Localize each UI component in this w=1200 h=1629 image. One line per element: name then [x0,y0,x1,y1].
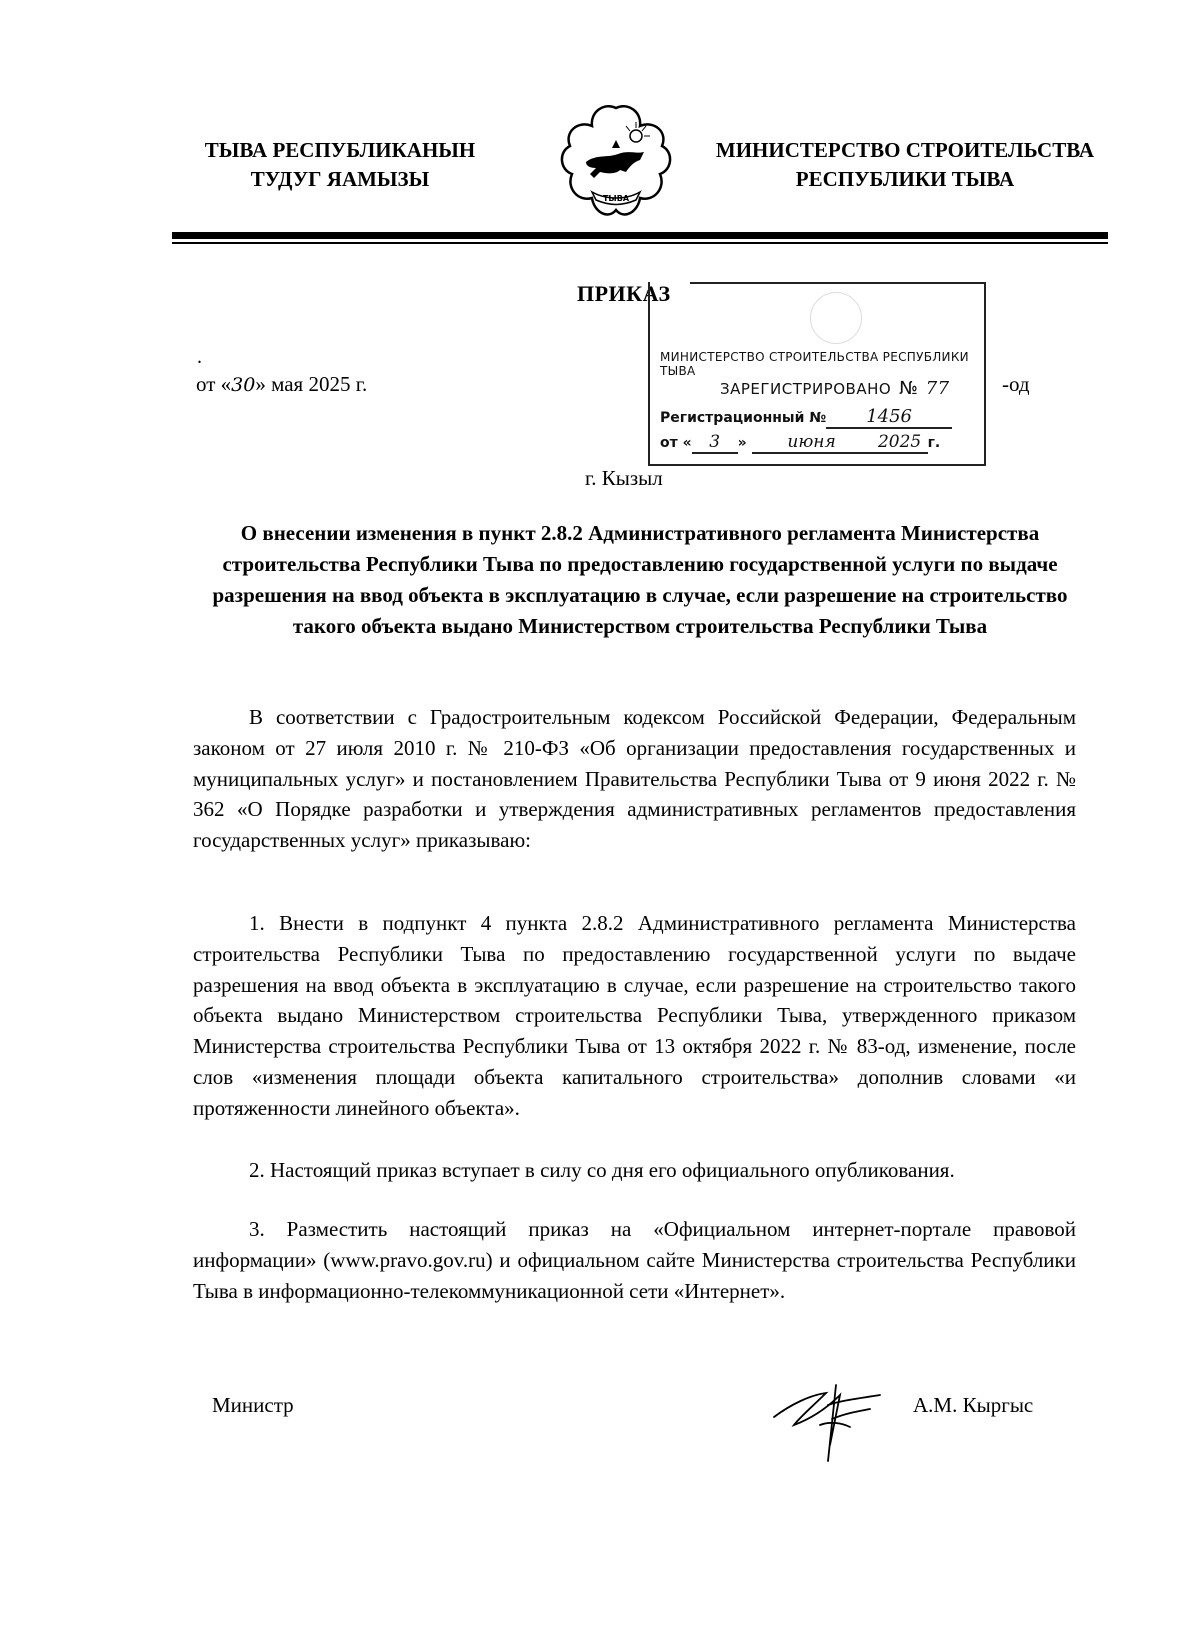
order-heading: ПРИКАЗ [577,281,671,306]
stamp-date-month: июня [752,432,872,454]
signatory-name: А.М. Кыргыс [913,1393,1034,1417]
header-right-line-2: РЕСПУБЛИКИ ТЫВА [795,167,1015,191]
stamp-date-year [872,432,928,454]
stray-dot: . [197,346,202,368]
stamp-date-year-prefix: 20 [877,432,900,452]
order-item-1: 1. Внести в подпункт 4 пункта 2.8.2 Административного регламента Министерства строительства Республики Тыва по предоставлению государственной услуги по выдаче разрешения на ввод объекта в эксплуатацию в случае, если разрешение на строительство такого объекта выдано Министерством строительства Республики Тыва, утвержденного приказом Министерства строительства Республики Тыва от 13 октября 2022 г. № 83-од, изменение, после слов «изменения площади объекта капитального строительства» дополнив словами «и протяженности линейного объекта». [193,911,1076,1120]
header-divider-thin [172,242,1108,244]
stamp-reg-label: Регистрационный № [660,410,827,426]
order-item-2: 2. Настоящий приказ вступает в силу со дня его официального опубликования. [249,1158,955,1182]
order-date-rest: » мая 2025 г. [255,372,368,396]
stamp-ministry: МИНИСТЕРСТВО СТРОИТЕЛЬСТВА РЕСПУБЛИКИ ТЫВА [660,350,969,378]
signatory-position: Министр [212,1393,294,1417]
tuva-emblem-icon [556,100,676,230]
stamp-number-value: 77 [925,378,950,399]
stamp-date-label: от « [660,435,692,451]
stamp-reg-number [660,406,952,429]
header-left-title [160,136,520,194]
stamp-registered-label: ЗАРЕГИСТРИРОВАНО [720,380,892,398]
order-city: г. Кызыл [585,466,663,490]
handwritten-signature-icon [770,1365,890,1465]
stamp-date-year-suffix: г. [927,435,941,451]
stamp-date-year-value: 25 [899,432,922,452]
preamble-paragraph: В соответствии с Градостроительным кодексом Российской Федерации, Федеральным законом от 27 июля 2010 г. № 210-ФЗ «Об организации предоставления государственных и муниципальных услуг» и постановлением Правительства Республики Тыва от 9 июня 2022 г. № 362 «О Порядке разработки и утверждения административных регламентов предоставления государственных услуг» приказываю: [193,705,1076,853]
order-date-prefix: от « [196,372,232,396]
stamp-number-label: № [899,378,919,399]
header-right-line-1: МИНИСТЕРСТВО СТРОИТЕЛЬСТВА [715,138,1095,162]
stamp-registered [720,378,950,399]
document-title: О внесении изменения в пункт 2.8.2 Административного регламента Министерства строительства Республики Тыва по предоставлению государственной услуги по выдаче разрешения на ввод объекта в эксплуатацию в случае, если разрешение на строительство такого объекта выдано Министерством строительства Республики Тыва [212,521,1068,638]
registration-stamp [648,282,986,466]
stamp-reg-date [660,432,940,454]
stamp-reg-value: 1456 [826,406,952,429]
header-left-line-2: ТУДУГ ЯАМЫЗЫ [250,167,430,191]
header-left-line-1: ТЫВА РЕСПУБЛИКАНЫН [204,138,476,162]
order-number-suffix: -од [1002,372,1030,396]
order-item-3: 3. Разместить настоящий приказ на «Официальном интернет-портале правовой информации» (www.pravo.gov.ru) и официальном сайте Министерства строительства Республики Тыва в информационно-телекоммуникационной сети «Интернет». [193,1217,1076,1303]
header-divider-thick [172,232,1108,239]
header-right-title [700,136,1110,194]
stamp-date-day: 3 [692,432,738,454]
stamp-date-sep: » [737,435,747,451]
emblem-text: ТЫВА [602,194,630,203]
stamp-seal-icon [810,292,862,344]
order-date [196,372,367,397]
order-date-day: 30 [231,374,256,396]
